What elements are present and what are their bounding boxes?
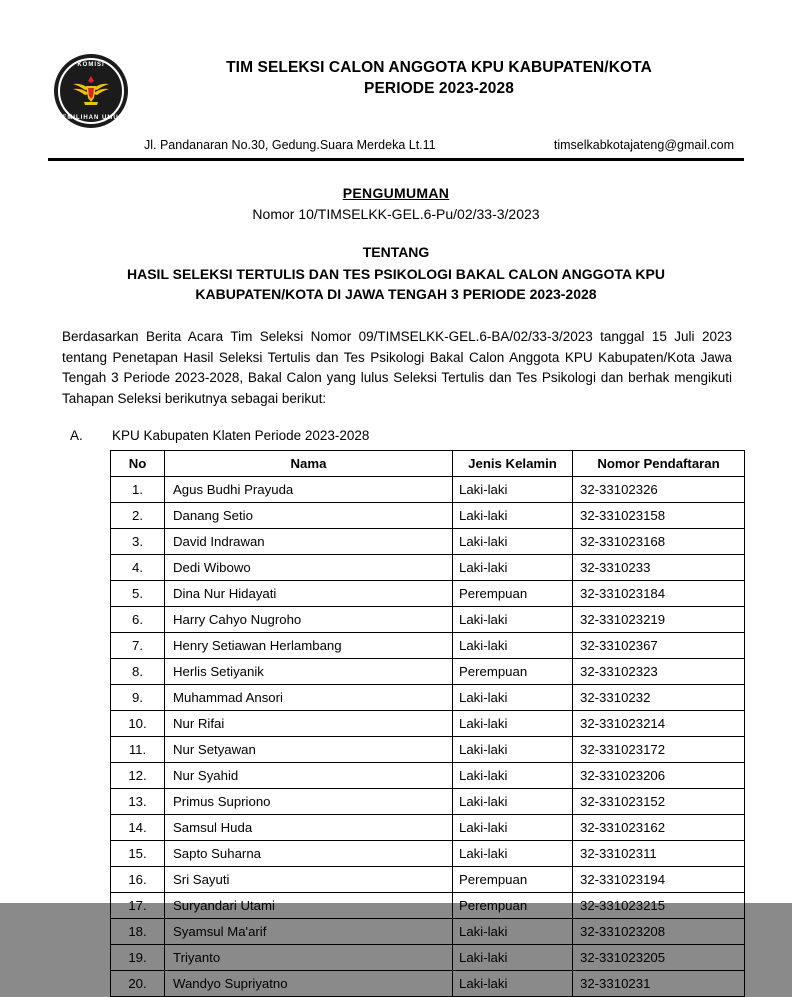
cell-nama: Samsul Huda xyxy=(165,815,453,841)
subject-line2: KABUPATEN/KOTA DI JAWA TENGAH 3 PERIODE 2023-2028 xyxy=(195,286,597,303)
cell-no: 18. xyxy=(111,919,165,945)
cell-nomor-pendaftaran: 32-33102311 xyxy=(573,841,745,867)
cell-jenis-kelamin: Laki-laki xyxy=(453,815,573,841)
cell-no: 12. xyxy=(111,763,165,789)
cell-nama: Muhammad Ansori xyxy=(165,685,453,711)
candidates-table xyxy=(110,450,745,997)
cell-nama: Danang Setio xyxy=(165,503,453,529)
cell-no: 11. xyxy=(111,737,165,763)
cell-no: 4. xyxy=(111,555,165,581)
cell-jenis-kelamin: Laki-laki xyxy=(453,633,573,659)
kpu-logo-icon xyxy=(54,54,128,128)
section-title: KPU Kabupaten Klaten Periode 2023-2028 xyxy=(112,428,370,444)
cell-nomor-pendaftaran: 32-331023215 xyxy=(573,893,745,919)
cell-jenis-kelamin: Laki-laki xyxy=(453,607,573,633)
cell-no: 17. xyxy=(111,893,165,919)
table-row xyxy=(111,971,745,997)
section-heading xyxy=(48,428,744,443)
cell-nomor-pendaftaran: 32-3310231 xyxy=(573,971,745,997)
cell-nama: Harry Cahyo Nugroho xyxy=(165,607,453,633)
cell-no: 6. xyxy=(111,607,165,633)
table-row xyxy=(111,633,745,659)
cell-no: 2. xyxy=(111,503,165,529)
table-row xyxy=(111,893,745,919)
cell-nama: Henry Setiawan Herlambang xyxy=(165,633,453,659)
table-row xyxy=(111,555,745,581)
about-label: TENTANG xyxy=(362,244,430,260)
cell-jenis-kelamin: Laki-laki xyxy=(453,971,573,997)
cell-nama: Dedi Wibowo xyxy=(165,555,453,581)
cell-nomor-pendaftaran: 32-331023158 xyxy=(573,503,745,529)
cell-jenis-kelamin: Laki-laki xyxy=(453,737,573,763)
cell-nomor-pendaftaran: 32-331023214 xyxy=(573,711,745,737)
header-nomor-pendaftaran: Nomor Pendaftaran xyxy=(573,451,745,477)
cell-no: 15. xyxy=(111,841,165,867)
cell-nomor-pendaftaran: 32-331023162 xyxy=(573,815,745,841)
cell-jenis-kelamin: Perempuan xyxy=(453,659,573,685)
cell-no: 20. xyxy=(111,971,165,997)
cell-nama: Agus Budhi Prayuda xyxy=(165,477,453,503)
logo-container xyxy=(48,52,134,128)
table-row xyxy=(111,607,745,633)
cell-nomor-pendaftaran: 32-331023208 xyxy=(573,919,745,945)
cell-jenis-kelamin: Laki-laki xyxy=(453,763,573,789)
cell-jenis-kelamin: Perempuan xyxy=(453,893,573,919)
table-row xyxy=(111,841,745,867)
cell-nama: Sapto Suharna xyxy=(165,841,453,867)
cell-jenis-kelamin: Laki-laki xyxy=(453,919,573,945)
table-row xyxy=(111,867,745,893)
table-body xyxy=(111,477,745,997)
cell-no: 3. xyxy=(111,529,165,555)
cell-jenis-kelamin: Perempuan xyxy=(453,867,573,893)
cell-jenis-kelamin: Laki-laki xyxy=(453,789,573,815)
letterhead-title xyxy=(134,52,744,100)
cell-nama: Syamsul Ma'arif xyxy=(165,919,453,945)
cell-jenis-kelamin: Perempuan xyxy=(453,581,573,607)
table-row xyxy=(111,815,745,841)
office-email: timselkabkotajateng@gmail.com xyxy=(553,138,734,152)
table-row xyxy=(111,789,745,815)
cell-nama: Primus Supriono xyxy=(165,789,453,815)
table-row xyxy=(111,737,745,763)
org-title-line2: PERIODE 2023-2028 xyxy=(364,79,514,97)
cell-no: 9. xyxy=(111,685,165,711)
cell-no: 1. xyxy=(111,477,165,503)
header-no: No xyxy=(111,451,165,477)
cell-jenis-kelamin: Laki-laki xyxy=(453,477,573,503)
table-row xyxy=(111,581,745,607)
cell-nomor-pendaftaran: 32-331023172 xyxy=(573,737,745,763)
table-row xyxy=(111,503,745,529)
cell-jenis-kelamin: Laki-laki xyxy=(453,503,573,529)
cell-jenis-kelamin: Laki-laki xyxy=(453,685,573,711)
cell-no: 8. xyxy=(111,659,165,685)
table-row xyxy=(111,685,745,711)
cell-no: 10. xyxy=(111,711,165,737)
cell-nama: Nur Syahid xyxy=(165,763,453,789)
logo-top-text: KOMISI xyxy=(77,62,105,68)
section-marker: A. xyxy=(70,428,83,444)
logo-bottom-text: PEMILIHAN UMUM xyxy=(57,115,125,121)
org-title-line1: TIM SELEKSI CALON ANGGOTA KPU KABUPATEN/KOTA xyxy=(226,59,652,76)
table-row xyxy=(111,529,745,555)
cell-nomor-pendaftaran: 32-331023194 xyxy=(573,867,745,893)
cell-nama: Triyanto xyxy=(165,945,453,971)
cell-jenis-kelamin: Laki-laki xyxy=(453,529,573,555)
cell-nomor-pendaftaran: 32-33102367 xyxy=(573,633,745,659)
cell-nama: Nur Setyawan xyxy=(165,737,453,763)
table-row xyxy=(111,477,745,503)
table-header-row xyxy=(111,451,745,477)
announcement-number: Nomor 10/TIMSELKK-GEL.6-Pu/02/33-3/2023 xyxy=(252,206,540,222)
table-row xyxy=(111,711,745,737)
announcement-heading: PENGUMUMAN xyxy=(342,185,450,201)
cell-no: 13. xyxy=(111,789,165,815)
cell-nama: Wandyo Supriyatno xyxy=(165,971,453,997)
cell-nomor-pendaftaran: 32-331023152 xyxy=(573,789,745,815)
letterhead-divider xyxy=(48,158,744,161)
cell-no: 7. xyxy=(111,633,165,659)
cell-nama: Suryandari Utami xyxy=(165,893,453,919)
header-nama: Nama xyxy=(165,451,453,477)
cell-nomor-pendaftaran: 32-33102326 xyxy=(573,477,745,503)
cell-nomor-pendaftaran: 32-331023219 xyxy=(573,607,745,633)
cell-nomor-pendaftaran: 32-331023168 xyxy=(573,529,745,555)
cell-nomor-pendaftaran: 32-331023184 xyxy=(573,581,745,607)
cell-jenis-kelamin: Laki-laki xyxy=(453,841,573,867)
cell-nomor-pendaftaran: 32-331023205 xyxy=(573,945,745,971)
office-address: Jl. Pandanaran No.30, Gedung.Suara Merdeka Lt.11 xyxy=(144,138,436,152)
cell-nomor-pendaftaran: 32-3310233 xyxy=(573,555,745,581)
cell-nama: Herlis Setiyanik xyxy=(165,659,453,685)
garuda-icon xyxy=(71,74,111,108)
table-row xyxy=(111,659,745,685)
letterhead xyxy=(48,52,744,128)
cell-nomor-pendaftaran: 32-3310232 xyxy=(573,685,745,711)
cell-no: 14. xyxy=(111,815,165,841)
cell-nama: Sri Sayuti xyxy=(165,867,453,893)
cell-nomor-pendaftaran: 32-33102323 xyxy=(573,659,745,685)
cell-nama: Dina Nur Hidayati xyxy=(165,581,453,607)
table-row xyxy=(111,763,745,789)
cell-no: 19. xyxy=(111,945,165,971)
table-row xyxy=(111,945,745,971)
body-paragraph: Berdasarkan Berita Acara Tim Seleksi Nomor 09/TIMSELKK-GEL.6-BA/02/33-3/2023 tanggal 15 Juli 2023 tentang Penetapan Hasil Seleksi Tertulis dan Tes Psikologi Bakal Calon Anggota KPU Kabupaten/Kota Jawa Tengah 3 Periode 2023-2028, Bakal Calon yang lulus Seleksi Tertulis dan Tes Psikologi dan berhak mengikuti Tahapan Seleksi berikutnya sebagai berikut: xyxy=(62,328,732,407)
cell-no: 5. xyxy=(111,581,165,607)
cell-nama: Nur Rifai xyxy=(165,711,453,737)
cell-nomor-pendaftaran: 32-331023206 xyxy=(573,763,745,789)
header-jenis-kelamin: Jenis Kelamin xyxy=(453,451,573,477)
cell-jenis-kelamin: Laki-laki xyxy=(453,945,573,971)
cell-no: 16. xyxy=(111,867,165,893)
letterhead-contact xyxy=(48,128,744,158)
subject-line1: HASIL SELEKSI TERTULIS DAN TES PSIKOLOGI BAKAL CALON ANGGOTA KPU xyxy=(127,266,665,282)
cell-jenis-kelamin: Laki-laki xyxy=(453,711,573,737)
cell-nama: David Indrawan xyxy=(165,529,453,555)
title-block xyxy=(48,185,744,305)
cell-jenis-kelamin: Laki-laki xyxy=(453,555,573,581)
table-row xyxy=(111,919,745,945)
